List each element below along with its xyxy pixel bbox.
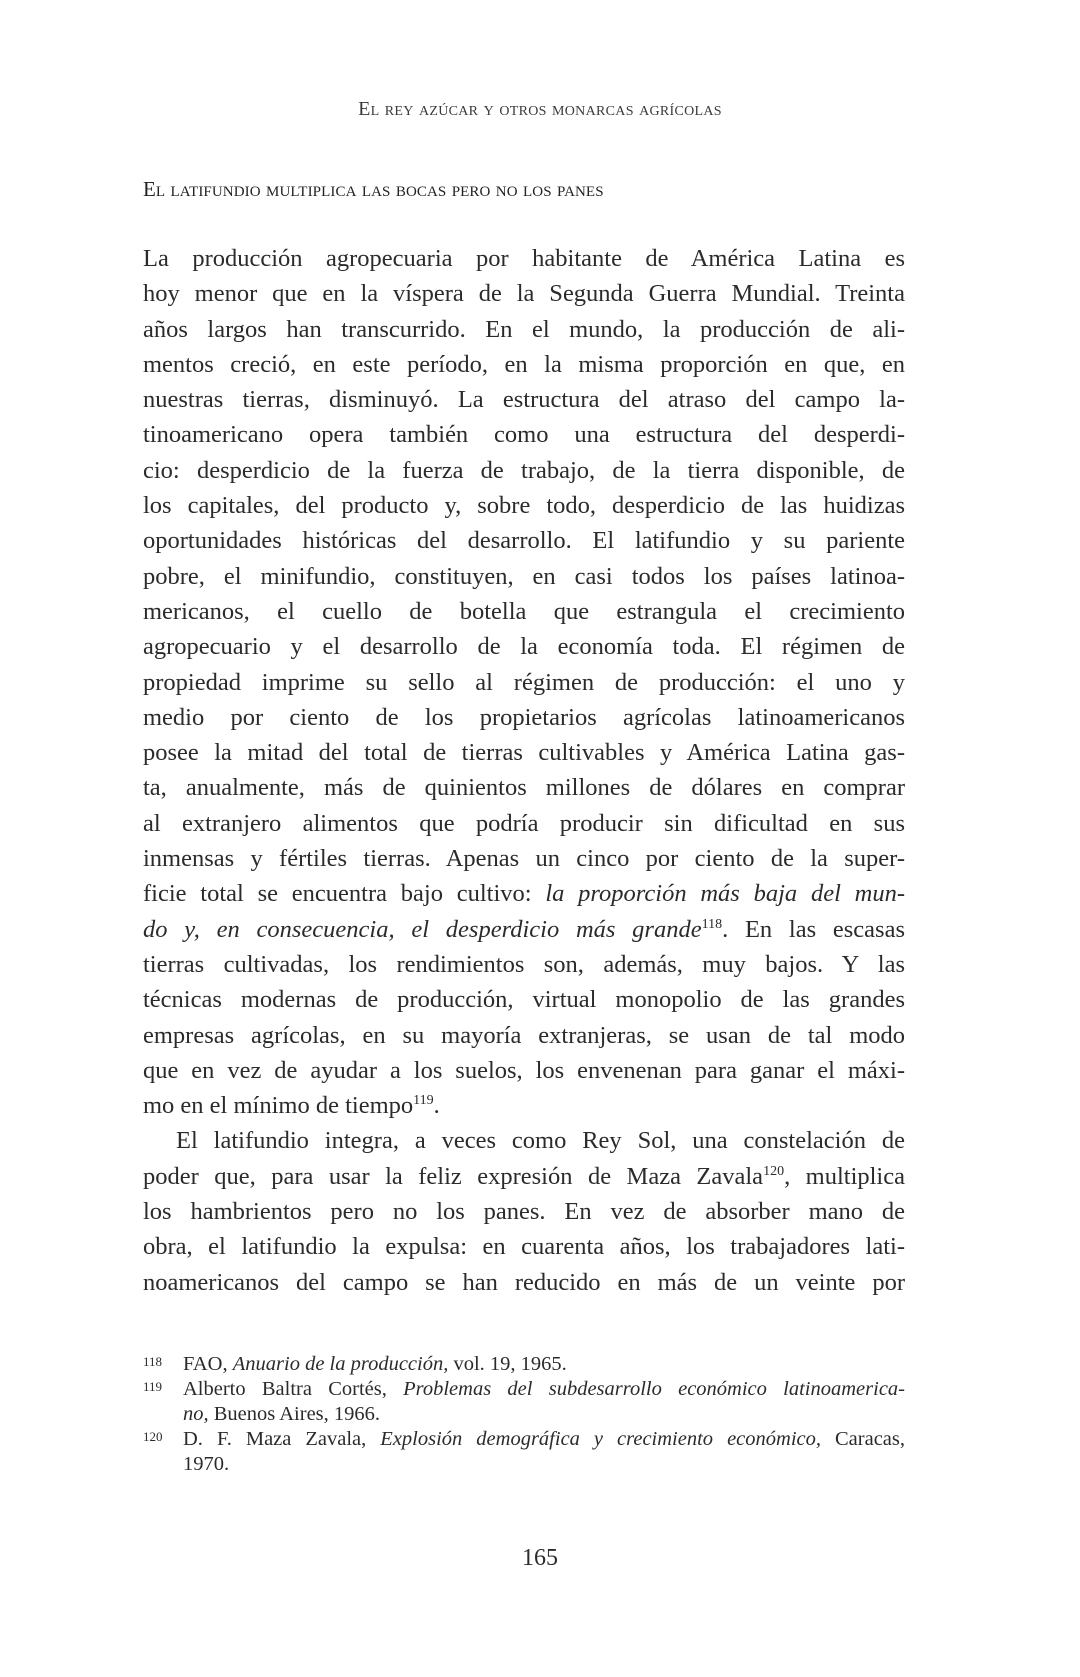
italic-text: no, xyxy=(183,1403,209,1425)
text-line xyxy=(143,1123,905,1158)
page-number: 165 xyxy=(522,1545,558,1571)
text-run: los capitales, del producto y, sobre todo, desperdicio de las huidizas xyxy=(143,492,905,520)
footnote-line xyxy=(183,1452,905,1477)
body-text xyxy=(143,241,905,1300)
italic-text: Anuario de la producción, xyxy=(232,1353,449,1375)
text-run: ta, anualmente, más de quinientos millones de dólares en comprar xyxy=(143,774,905,802)
text-run: Caracas, xyxy=(821,1428,906,1450)
text-line xyxy=(143,629,905,664)
text-run: poder que, para usar la feliz expresión de Maza Zavala xyxy=(143,1162,764,1190)
text-run: años largos han transcurrido. En el mundo, la producción de ali- xyxy=(143,315,905,343)
text-run: . En las escasas xyxy=(722,915,905,943)
text-run: técnicas modernas de producción, virtual monopolio de las grandes xyxy=(143,986,905,1014)
text-run: El latifundio integra, a veces como Rey Sol, una constelación de xyxy=(176,1127,905,1155)
text-line xyxy=(143,1053,905,1088)
text-run: ficie total se encuentra bajo cultivo: xyxy=(143,880,546,908)
text-line xyxy=(143,382,905,417)
text-line xyxy=(143,841,905,876)
text-run: cio: desperdicio de la fuerza de trabajo, de la tierra disponible, de xyxy=(143,456,905,484)
footnote-text xyxy=(183,1352,905,1377)
footnote-reference[interactable]: 118 xyxy=(701,916,723,932)
footnote-118 xyxy=(143,1352,905,1377)
text-line xyxy=(143,276,905,311)
text-line xyxy=(143,559,905,594)
section-title: El latifundio multiplica las bocas pero no los panes xyxy=(143,177,604,201)
text-run: nuestras tierras, disminuyó. La estructura del atraso del campo la- xyxy=(143,386,905,414)
text-line xyxy=(143,1088,905,1123)
text-run: Buenos Aires, 1966. xyxy=(208,1403,381,1425)
text-line xyxy=(143,1265,905,1300)
text-line xyxy=(143,1194,905,1229)
paragraph xyxy=(143,241,905,1123)
footnote-text xyxy=(183,1377,905,1427)
text-line xyxy=(143,417,905,452)
italic-text: Explosión demográfica y crecimiento económico, xyxy=(380,1428,821,1450)
text-run: pobre, el minifundio, constituyen, en casi todos los países latinoa- xyxy=(143,562,905,590)
text-line xyxy=(143,347,905,382)
text-line xyxy=(143,982,905,1017)
text-run: La producción agropecuaria por habitante de América Latina es xyxy=(143,245,905,272)
text-run: agropecuario y el desarrollo de la economía toda. El régimen de xyxy=(143,633,905,661)
italic-text: Problemas del subdesarrollo económico latinoamerica- xyxy=(403,1378,905,1400)
footnote-reference[interactable]: 120 xyxy=(763,1163,785,1179)
text-run: tinoamericano opera también como una estructura del desperdi- xyxy=(143,421,905,449)
text-line xyxy=(143,735,905,770)
text-run: D. F. Maza Zavala, xyxy=(183,1428,381,1450)
text-line xyxy=(143,806,905,841)
text-run: los hambrientos pero no los panes. En vez de absorber mano de xyxy=(143,1198,905,1226)
text-line xyxy=(143,947,905,982)
footnote-line xyxy=(183,1377,905,1402)
footnote-number: 118 xyxy=(143,1354,163,1369)
text-run: 1970. xyxy=(183,1453,230,1475)
footnote-text xyxy=(183,1427,905,1477)
text-run: empresas agrícolas, en su mayoría extranjeras, se usan de tal modo xyxy=(143,1021,905,1049)
text-line xyxy=(143,523,905,558)
text-run: propiedad imprime su sello al régimen de producción: el uno y xyxy=(143,668,905,696)
footnote-number: 119 xyxy=(143,1379,163,1394)
text-run: oportunidades históricas del desarrollo. El latifundio y su pariente xyxy=(143,527,905,555)
text-run: inmensas y fértiles tierras. Apenas un cinco por ciento de la super- xyxy=(143,845,905,873)
text-line xyxy=(143,1159,905,1194)
text-line xyxy=(143,594,905,629)
text-run: mentos creció, en este período, en la misma proporción en que, en xyxy=(143,350,905,378)
footnotes xyxy=(143,1352,905,1477)
text-line xyxy=(143,700,905,735)
text-run: . xyxy=(433,1092,440,1120)
text-run: tierras cultivadas, los rendimientos son, además, muy bajos. Y las xyxy=(143,950,905,978)
text-line xyxy=(143,770,905,805)
footnote-120 xyxy=(143,1427,905,1477)
text-line xyxy=(143,1229,905,1264)
footnote-reference[interactable]: 119 xyxy=(413,1093,434,1109)
text-line xyxy=(143,1018,905,1053)
text-run: medio por ciento de los propietarios agrícolas latinoamericanos xyxy=(143,703,905,731)
italic-text: do y, en consecuencia, el desperdicio más grande xyxy=(143,915,702,943)
text-run: posee la mitad del total de tierras cultivables y América Latina gas- xyxy=(143,739,905,767)
text-run: noamericanos del campo se han reducido en más de un veinte por xyxy=(143,1268,905,1296)
text-run: vol. 19, 1965. xyxy=(448,1353,567,1375)
footnote-number: 120 xyxy=(143,1429,163,1444)
text-line xyxy=(143,241,905,276)
text-run: hoy menor que en la víspera de la Segunda Guerra Mundial. Treinta xyxy=(143,280,905,308)
text-run: mo en el mínimo de tiempo xyxy=(143,1092,414,1120)
footnote-line xyxy=(183,1402,905,1427)
text-line xyxy=(143,876,905,911)
footnote-line xyxy=(183,1427,905,1452)
text-run: FAO, xyxy=(183,1353,233,1375)
text-line xyxy=(143,453,905,488)
text-run: al extranjero alimentos que podría producir sin dificultad en sus xyxy=(143,809,905,837)
italic-text: la proporción más baja del mun- xyxy=(545,880,905,908)
text-line xyxy=(143,912,905,947)
paragraph xyxy=(143,1123,905,1299)
text-run: mericanos, el cuello de botella que estrangula el crecimiento xyxy=(143,597,905,625)
text-run: que en vez de ayudar a los suelos, los envenenan para ganar el máxi- xyxy=(143,1056,905,1084)
text-run: , multiplica xyxy=(784,1162,905,1190)
text-line xyxy=(143,312,905,347)
text-run: Alberto Baltra Cortés, xyxy=(183,1378,404,1400)
footnote-119 xyxy=(143,1377,905,1427)
footnote-line xyxy=(183,1352,905,1377)
text-line xyxy=(143,488,905,523)
text-run: obra, el latifundio la expulsa: en cuarenta años, los trabajadores lati- xyxy=(143,1233,905,1261)
running-head: El rey azúcar y otros monarcas agrícolas xyxy=(358,98,722,120)
text-line xyxy=(143,665,905,700)
